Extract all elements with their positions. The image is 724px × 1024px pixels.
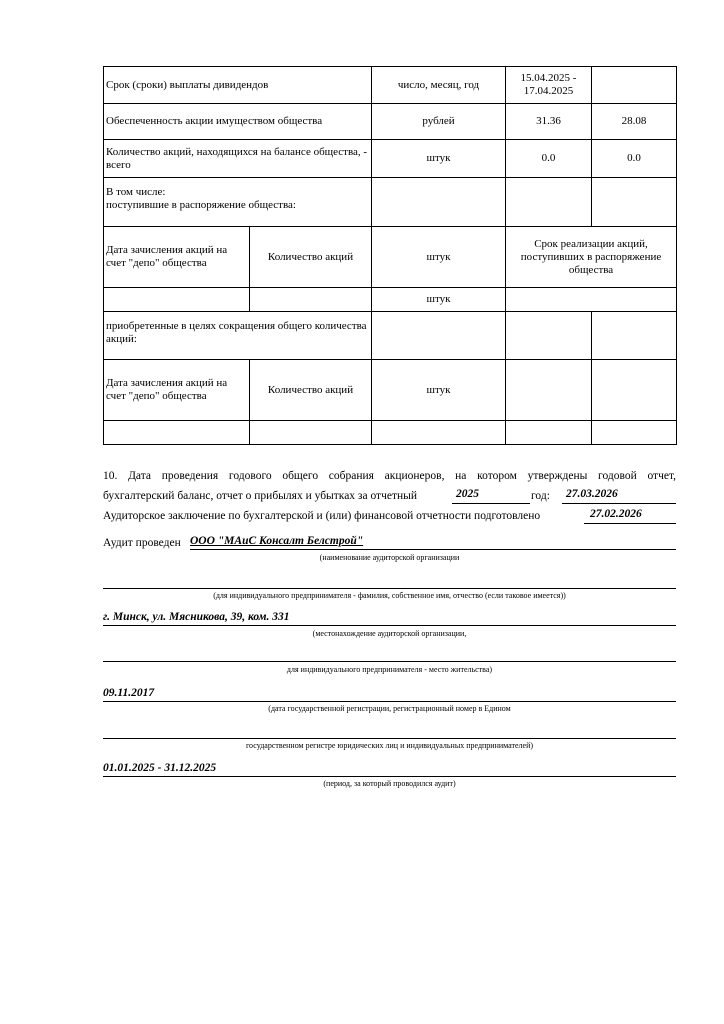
received-unit: штук	[372, 227, 506, 288]
register-blank-line	[103, 724, 676, 739]
share-assets-label: Обеспеченность акции имуществом общества	[104, 104, 372, 140]
auditor-date: 27.02.2026	[590, 508, 642, 520]
dividends-shares-table	[103, 66, 677, 445]
year-suffix: год:	[531, 490, 550, 502]
shares-on-balance-value-2: 0.0	[592, 140, 677, 178]
empty-cell	[372, 421, 506, 445]
shares-on-balance-unit: штук	[372, 140, 506, 178]
empty-cell	[592, 421, 677, 445]
audit-period: 01.01.2025 - 31.12.2025	[103, 762, 217, 774]
empty-cell	[592, 312, 677, 360]
dividend-period-unit: число, месяц, год	[372, 67, 506, 104]
caption-register: государственном регистре юридических лиц и индивидуальных предпринимателей)	[245, 741, 534, 750]
section10-line1: 10. Дата проведения годового общего собрания акционеров, на котором утверждены годовой отчет,	[103, 470, 676, 482]
dividend-period-value-1: 15.04.2025 - 17.04.2025	[506, 67, 592, 104]
caption-org: (наименование аудиторской организации	[319, 553, 460, 562]
audit-by-label: Аудит проведен	[103, 537, 181, 549]
caption-reg: (дата государственной регистрации, регистрационный номер в Едином	[268, 704, 511, 713]
report-year: 2025	[456, 488, 479, 500]
empty-cell	[506, 421, 592, 445]
received-qty-unit: штук	[372, 288, 506, 312]
shares-on-balance-label: Количество акций, находящихся на балансе общества, - всего	[104, 140, 372, 178]
ip-blank-line	[103, 575, 676, 589]
shares-on-balance-value-1: 0.0	[506, 140, 592, 178]
residence-blank-line	[103, 648, 676, 662]
empty-cell	[506, 178, 592, 227]
share-assets-unit: рублей	[372, 104, 506, 140]
caption-ip: (для индивидуального предпринимателя - фамилия, собственное имя, отчество (если таковое имеется))	[213, 591, 566, 600]
auditor-conclusion-text: Аудиторское заключение по бухгалтерской и (или) финансовой отчетности подготовлено	[103, 510, 541, 522]
audit-org: ООО "МАиС Консалт Белстрой"	[190, 535, 364, 547]
share-assets-value-1: 31.36	[506, 104, 592, 140]
meeting-date: 27.03.2026	[566, 488, 618, 500]
reg-date: 09.11.2017	[103, 687, 155, 699]
empty-cell	[506, 312, 592, 360]
sale-period-header: Срок реализации акций, поступивших в распоряжение общества	[506, 227, 677, 288]
empty-cell	[104, 421, 250, 445]
reduction-shares-label: приобретенные в целях сокращения общего количества акций:	[104, 312, 372, 360]
received-shares-label: В том числе: поступившие в распоряжение общества:	[104, 178, 372, 227]
caption-period: (период, за который проводился аудит)	[323, 779, 456, 788]
empty-cell	[250, 421, 372, 445]
deposit-date-header: Дата зачисления акций на счет "депо" общества	[104, 227, 250, 288]
deposit-date-header-2: Дата зачисления акций на счет "депо" общества	[104, 360, 250, 421]
shares-qty-header-2: Количество акций	[250, 360, 372, 421]
dividend-period-value-2	[592, 67, 677, 104]
empty-cell	[372, 312, 506, 360]
shares-qty-header: Количество акций	[250, 227, 372, 288]
caption-ip-residence: для индивидуального предпринимателя - место жительства)	[286, 665, 493, 674]
dividend-period-label: Срок (сроки) выплаты дивидендов	[104, 67, 372, 104]
share-assets-value-2: 28.08	[592, 104, 677, 140]
audit-address: г. Минск, ул. Мясникова, 39, ком. 331	[103, 611, 290, 623]
empty-cell	[592, 178, 677, 227]
empty-cell	[104, 288, 250, 312]
empty-cell	[592, 360, 677, 421]
empty-cell	[506, 288, 677, 312]
reg-date-underline	[103, 687, 676, 702]
section10-line2: бухгалтерский баланс, отчет о прибылях и убытках за отчетный	[103, 490, 418, 502]
empty-cell	[506, 360, 592, 421]
empty-cell	[250, 288, 372, 312]
reduction-unit: штук	[372, 360, 506, 421]
caption-location: (местонахождение аудиторской организации,	[312, 629, 467, 638]
empty-cell	[372, 178, 506, 227]
